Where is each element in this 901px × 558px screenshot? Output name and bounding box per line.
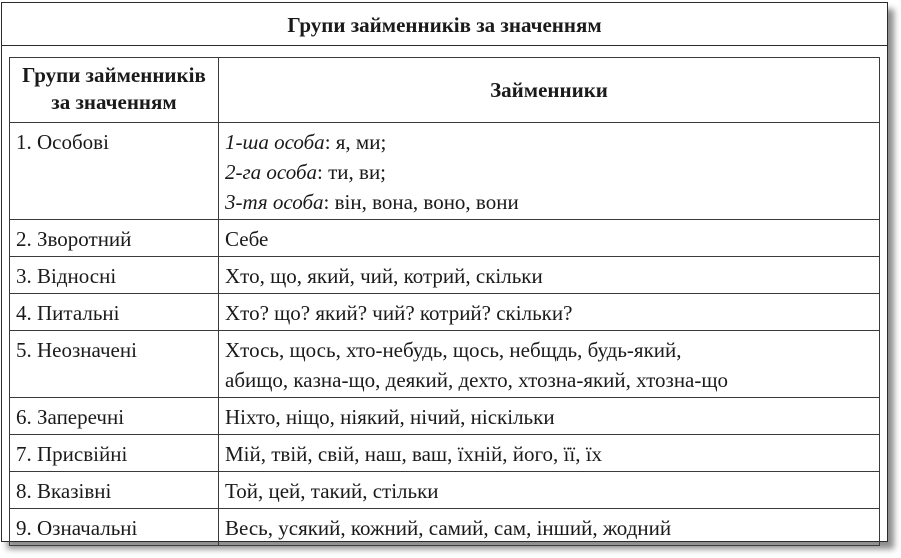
pronouns-cell: Той, цей, такий, стільки — [219, 472, 880, 509]
pronouns-cell: Весь, усякий, кожний, самий, сам, інший, жодний — [219, 509, 880, 546]
table-caption: Групи займенників за значенням — [2, 3, 887, 46]
pronouns-cell: Мій, твій, свій, наш, ваш, їхній, його, її, їх — [219, 435, 880, 472]
header-groups-line2: за значенням — [51, 90, 177, 114]
person-line — [225, 157, 879, 187]
group-cell: 6. Заперечні — [10, 398, 219, 435]
pronouns-cell — [219, 331, 880, 398]
person-label: 2-га особа — [225, 160, 318, 184]
pronouns-cell: Себе — [219, 220, 880, 257]
person-label: 3-тя особа — [225, 190, 324, 214]
person-words: : ти, ви; — [317, 160, 387, 184]
group-cell: 1. Особові — [10, 123, 219, 220]
table-row — [10, 331, 880, 398]
pronouns-line: Хтось, щось, хто-небудь, щось, небщдь, будь-який, — [225, 338, 682, 362]
header-pronouns: Займенники — [219, 58, 880, 123]
group-cell: 2. Зворотний — [10, 220, 219, 257]
group-cell: 9. Означальні — [10, 509, 219, 546]
table-row — [10, 220, 880, 257]
person-line — [225, 187, 879, 217]
pronoun-groups-table-frame — [1, 2, 888, 542]
pronouns-cell: Хто? що? який? чий? котрий? скільки? — [219, 294, 880, 331]
group-cell: 3. Відносні — [10, 257, 219, 294]
header-groups — [10, 58, 219, 123]
pronoun-groups-table — [9, 57, 880, 546]
table-row — [10, 509, 880, 546]
header-groups-line1: Групи займенників — [22, 63, 206, 87]
group-cell: 7. Присвійні — [10, 435, 219, 472]
group-cell: 4. Питальні — [10, 294, 219, 331]
group-cell: 5. Неозначені — [10, 331, 219, 398]
table-row — [10, 257, 880, 294]
table-row — [10, 294, 880, 331]
pronouns-cell — [219, 123, 880, 220]
person-label: 1-ша особа — [225, 130, 325, 154]
table-row — [10, 435, 880, 472]
table-row — [10, 123, 880, 220]
pronouns-cell: Хто, що, який, чий, котрий, скільки — [219, 257, 880, 294]
person-words: : він, вона, воно, вони — [323, 190, 519, 214]
table-row — [10, 398, 880, 435]
table-row — [10, 472, 880, 509]
person-words: : я, ми; — [324, 130, 387, 154]
table-header-row — [10, 58, 880, 123]
group-cell: 8. Вказівні — [10, 472, 219, 509]
pronouns-line: абищо, казна-що, деякий, дехто, хтозна-який, хтозна-що — [225, 368, 729, 392]
person-line — [225, 127, 879, 157]
pronouns-cell: Ніхто, ніщо, ніякий, нічий, ніскільки — [219, 398, 880, 435]
